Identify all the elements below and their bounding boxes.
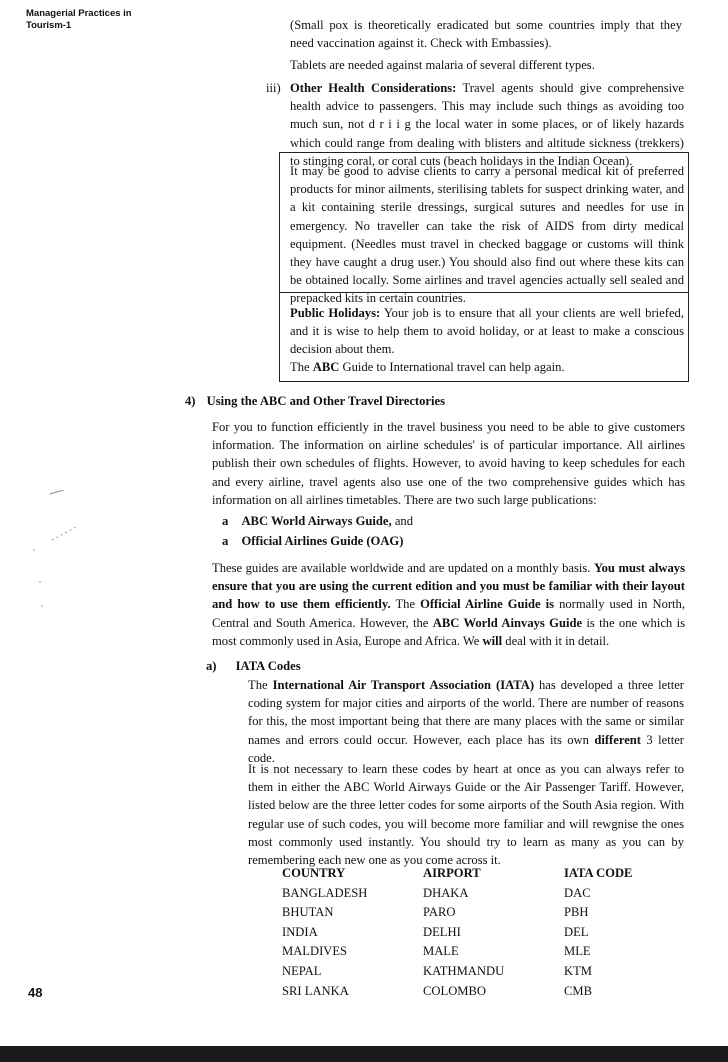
iata-emphasis: International Air Transport Association (IATA) xyxy=(272,678,535,692)
table-row xyxy=(282,942,682,962)
table-header-row xyxy=(282,864,682,884)
scan-specks xyxy=(30,490,90,630)
header-line-1: Managerial Practices in xyxy=(26,8,132,19)
section-4-number: 4) xyxy=(185,394,196,408)
guides-text: These guides are available worldwide and are updated on a monthly basis. xyxy=(212,561,591,575)
public-holidays-text: Your job is to ensure that all your clients are well briefed, and it is wise to help them to avoid holiday, or at least to make a conscious decision about them. xyxy=(290,306,684,357)
guides-emphasis: ABC World Ainvays Guide xyxy=(432,615,583,630)
column-header-country: COUNTRY xyxy=(282,866,346,880)
airport-cell: PARO xyxy=(423,905,456,920)
table-row xyxy=(282,903,682,923)
section-4-heading xyxy=(185,392,445,410)
public-holidays-title: Public Holidays: xyxy=(290,306,381,320)
iata-marker: a) xyxy=(206,659,217,673)
guides-text: deal with it in detail. xyxy=(505,633,610,648)
smallpox-note: (Small pox is theoretically eradicated but some countries imply that they need vaccination against it. Check with Embassies). xyxy=(290,18,682,51)
column-header-iata-code: IATA CODE xyxy=(564,866,633,880)
airport-cell: MALE xyxy=(423,944,459,959)
iata-paragraph-2: It is not necessary to learn these codes by heart at once as you can always refer to them in either the ABC World Airways Guide or the Air Passenger Tariff. However, listed below are the three letter codes for some airports of the South Asia region. With regular use of such codes, you will become more familiar and will rewgnise the ones most commonly used instantly. You should try to learn as many as you can by remembering each new one as you come across it. xyxy=(248,762,684,868)
country-cell: MALDIVES xyxy=(282,944,348,959)
iata-text: has developed a three letter coding system for major cities and airports of the world. There are number of reasons for this, the most important being that there are many places with the same or similar names and errors could occur. However, each place has its own xyxy=(248,678,685,747)
abc-line-bold: ABC xyxy=(312,360,340,374)
country-cell: INDIA xyxy=(282,924,318,939)
table-row xyxy=(282,962,682,982)
guides-emphasis: will xyxy=(482,633,503,648)
page-number: 48 xyxy=(28,985,43,1000)
guides-emphasis: You must always ensure that you are using the current edition and you must be familiar with their layout and how to use them efficiently. xyxy=(212,561,685,612)
code-cell: PBH xyxy=(564,905,589,920)
public-holidays-paragraph xyxy=(290,304,684,359)
airport-cell: DHAKA xyxy=(423,885,469,900)
iata-emphasis: different xyxy=(594,732,641,747)
code-cell: KTM xyxy=(564,963,592,978)
column-header-airport: AIRPORT xyxy=(423,866,481,880)
running-header xyxy=(26,8,176,32)
abc-line-post: Guide to International travel can help again. xyxy=(342,360,565,374)
publication-marker: a xyxy=(222,514,229,528)
iata-text: The xyxy=(248,678,268,692)
iata-paragraph-1 xyxy=(248,676,684,767)
medical-kit-paragraph: It may be good to advise clients to carry a personal medical kit of preferred products for minor ailments, sterilising tablets for suspect drinking water, and a kit containing sterile dressings, surgical sutures and needles for use in emergency. No traveller can take the risk of AIDS from dirty medical equipment. (Needles must travel in checked baggage or customs will think they have caught a drug user.) You should also find out where these kits can be obtained locally. Some airlines and travel agencies actually sell sealed and prepacked kits in certain countries. xyxy=(290,164,684,306)
iata-codes-table xyxy=(282,864,682,1001)
malaria-note: Tablets are needed against malaria of several different types. xyxy=(290,58,595,72)
iata-heading xyxy=(206,657,301,675)
code-cell: DAC xyxy=(564,885,591,900)
publication-name: ABC World Airways Guide, xyxy=(241,514,392,528)
publication-marker: a xyxy=(222,534,229,548)
table-row xyxy=(282,923,682,943)
table-row xyxy=(282,982,682,1002)
health-title: Other Health Considerations: xyxy=(290,81,457,95)
airport-cell: KATHMANDU xyxy=(423,963,505,978)
airport-cell: COLOMBO xyxy=(423,983,486,998)
section-4-title: Using the ABC and Other Travel Directories xyxy=(206,394,445,408)
country-cell: BANGLADESH xyxy=(282,885,368,900)
country-cell: NEPAL xyxy=(282,963,322,978)
airport-cell: DELHI xyxy=(423,924,461,939)
publication-item xyxy=(222,512,413,530)
guides-text: The xyxy=(395,597,416,612)
code-cell: CMB xyxy=(564,983,592,998)
guides-text: is the one which is most commonly used in Asia, Europe and Africa. We xyxy=(212,615,685,648)
country-cell: SRI LANKA xyxy=(282,983,349,998)
abc-guide-line xyxy=(290,358,684,376)
header-line-2: Tourism-1 xyxy=(26,20,72,31)
guides-emphasis: Official Airline Guide is xyxy=(420,597,555,612)
guides-text: normally used in North, Central and South America. However, the xyxy=(212,597,686,630)
bottom-rule xyxy=(0,1046,728,1062)
code-cell: DEL xyxy=(564,924,589,939)
iata-text: 3 letter code. xyxy=(248,732,684,765)
health-text: Travel agents should give comprehensive health advice to passengers. This may include such things as avoiding too much sun, not d r i i g the local water in some places, or of likely hazards which could range from dealing with blisters and altitude sickness (trekkers) to stinging coral, or coral cuts (beach holidays in the Indian Ocean). xyxy=(290,81,684,168)
publication-item xyxy=(222,532,403,550)
country-cell: BHUTAN xyxy=(282,905,334,920)
iata-title: IATA Codes xyxy=(235,659,301,673)
section-4-intro: For you to function efficiently in the travel business you need to be able to give customers information. The information on airline schedules' is of particular importance. All airlines publish their own schedules of flights. However, to avoid having to keep schedules for each and every airline, travel agents also use one of the two comprehensive guides which has information on all airlines timetables. There are two such large publications: xyxy=(212,420,685,507)
guides-paragraph xyxy=(212,559,685,650)
table-row xyxy=(282,884,682,904)
code-cell: MLE xyxy=(564,944,591,959)
publication-name: Official Airlines Guide (OAG) xyxy=(241,534,404,548)
publication-rest: and xyxy=(391,514,414,528)
health-marker: iii) xyxy=(266,81,281,95)
abc-line-pre: The xyxy=(290,360,310,374)
